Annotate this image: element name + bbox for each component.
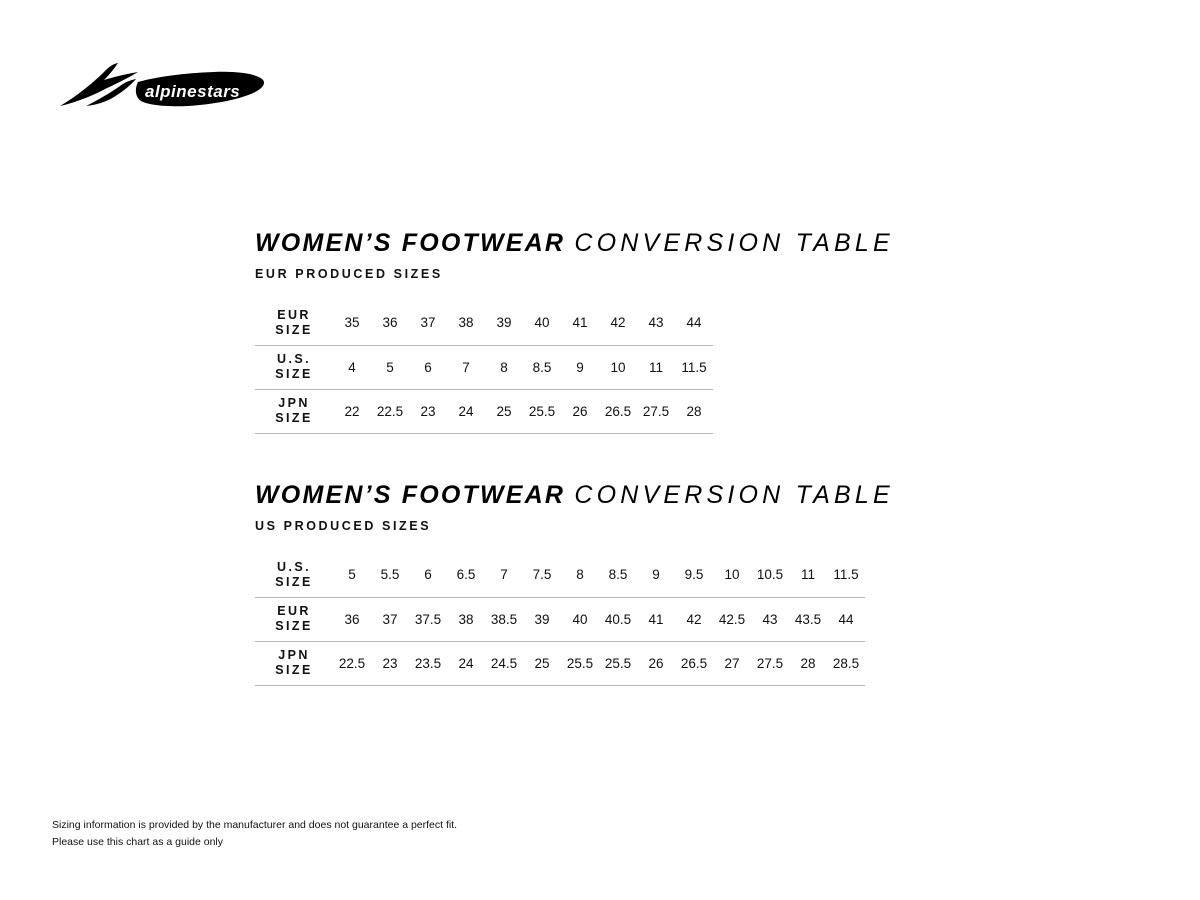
size-cell: 43.5 [789, 597, 827, 641]
size-cell: 36 [333, 597, 371, 641]
size-cell: 28.5 [827, 641, 865, 685]
row-label-line1: EUR [277, 604, 311, 618]
table-subtitle: US PRODUCED SIZES [255, 519, 432, 533]
size-cell: 5 [333, 553, 371, 597]
size-cell: 7 [485, 553, 523, 597]
size-cell: 7 [447, 345, 485, 389]
size-cell: 5 [371, 345, 409, 389]
table-row [255, 389, 713, 433]
size-cell: 24 [447, 641, 485, 685]
table-subtitle: EUR PRODUCED SIZES [255, 267, 443, 281]
size-cell: 42.5 [713, 597, 751, 641]
size-cell: 7.5 [523, 553, 561, 597]
table-row [255, 597, 865, 641]
size-cell: 35 [333, 301, 371, 345]
row-label-line2: SIZE [275, 663, 313, 677]
row-label [255, 597, 333, 641]
size-cell: 11.5 [827, 553, 865, 597]
size-cell: 39 [485, 301, 523, 345]
table-row [255, 345, 713, 389]
footer-line-2: Please use this chart as a guide only [52, 836, 224, 848]
row-label-line2: SIZE [275, 574, 313, 589]
table-title-bold: WOMEN’S FOOTWEAR [255, 481, 566, 509]
size-cell: 38 [447, 301, 485, 345]
size-cell: 22.5 [371, 389, 409, 433]
size-cell: 26 [561, 389, 599, 433]
size-cell: 6 [409, 345, 447, 389]
size-cell: 28 [675, 389, 713, 433]
size-cell: 5.5 [371, 553, 409, 597]
row-label-line1: EUR [277, 307, 311, 322]
size-cell: 26 [637, 641, 675, 685]
table-title-bold: WOMEN’S FOOTWEAR [255, 229, 566, 257]
size-cell: 27.5 [637, 389, 675, 433]
size-cell: 40 [561, 597, 599, 641]
size-cell: 25.5 [599, 641, 637, 685]
size-cell: 8.5 [599, 553, 637, 597]
size-cell: 37 [371, 597, 409, 641]
size-cell: 11.5 [675, 345, 713, 389]
footer-line-1: Sizing information is provided by the manufacturer and does not guarantee a perfect fit. [52, 819, 458, 831]
size-cell: 41 [637, 597, 675, 641]
size-cell: 37 [409, 301, 447, 345]
size-cell: 10 [599, 345, 637, 389]
size-cell: 10 [713, 553, 751, 597]
size-cell: 25.5 [561, 641, 599, 685]
size-cell: 40.5 [599, 597, 637, 641]
row-label [255, 389, 333, 433]
size-cell: 26.5 [599, 389, 637, 433]
size-cell: 41 [561, 301, 599, 345]
row-label-line2: SIZE [275, 619, 313, 633]
size-cell: 9 [561, 345, 599, 389]
size-cell: 10.5 [751, 553, 789, 597]
row-label [255, 345, 333, 389]
table-row [255, 553, 865, 597]
svg-text:alpinestars: alpinestars [145, 82, 241, 101]
size-cell: 24 [447, 389, 485, 433]
conversion-table-block-eur [255, 228, 894, 434]
size-cell: 36 [371, 301, 409, 345]
size-cell: 22 [333, 389, 371, 433]
row-label-line2: SIZE [275, 367, 313, 381]
size-cell: 24.5 [485, 641, 523, 685]
footer-disclaimer [52, 817, 457, 851]
size-cell: 9 [637, 553, 675, 597]
conversion-table-block-us [255, 480, 894, 686]
size-cell: 37.5 [409, 597, 447, 641]
size-cell: 38 [447, 597, 485, 641]
size-cell: 40 [523, 301, 561, 345]
size-cell: 11 [789, 553, 827, 597]
size-cell: 44 [827, 597, 865, 641]
size-cell: 25 [485, 389, 523, 433]
size-cell: 39 [523, 597, 561, 641]
size-cell: 44 [675, 301, 713, 345]
row-label-line1: U.S. [277, 352, 311, 366]
table-row [255, 641, 865, 685]
table-title-light: CONVERSION TABLE [574, 229, 894, 257]
size-cell: 26.5 [675, 641, 713, 685]
size-cell: 28 [789, 641, 827, 685]
size-cell: 25.5 [523, 389, 561, 433]
size-cell: 4 [333, 345, 371, 389]
size-cell: 22.5 [333, 641, 371, 685]
size-cell: 11 [637, 345, 675, 389]
size-cell: 25 [523, 641, 561, 685]
size-cell: 23 [409, 389, 447, 433]
size-cell: 27 [713, 641, 751, 685]
row-label [255, 641, 333, 685]
row-label-line2: SIZE [275, 322, 313, 337]
size-cell: 6.5 [447, 553, 485, 597]
row-label-line1: JPN [278, 396, 310, 410]
table-title [255, 480, 894, 510]
size-cell: 8 [485, 345, 523, 389]
row-label-line2: SIZE [275, 411, 313, 425]
size-cell: 42 [599, 301, 637, 345]
row-label [255, 301, 333, 345]
table-title-light: CONVERSION TABLE [574, 481, 894, 509]
row-label-line1: JPN [278, 648, 310, 662]
size-cell: 9.5 [675, 553, 713, 597]
size-cell: 27.5 [751, 641, 789, 685]
size-cell: 43 [637, 301, 675, 345]
size-cell: 42 [675, 597, 713, 641]
alpinestars-logo [52, 60, 267, 112]
table-title [255, 228, 894, 258]
conversion-table [255, 553, 865, 686]
row-label [255, 553, 333, 597]
table-row [255, 301, 713, 345]
size-cell: 23.5 [409, 641, 447, 685]
size-cell: 23 [371, 641, 409, 685]
row-label-line1: U.S. [277, 559, 311, 574]
conversion-table [255, 301, 713, 434]
size-cell: 8 [561, 553, 599, 597]
size-cell: 6 [409, 553, 447, 597]
size-cell: 8.5 [523, 345, 561, 389]
size-cell: 38.5 [485, 597, 523, 641]
size-cell: 43 [751, 597, 789, 641]
